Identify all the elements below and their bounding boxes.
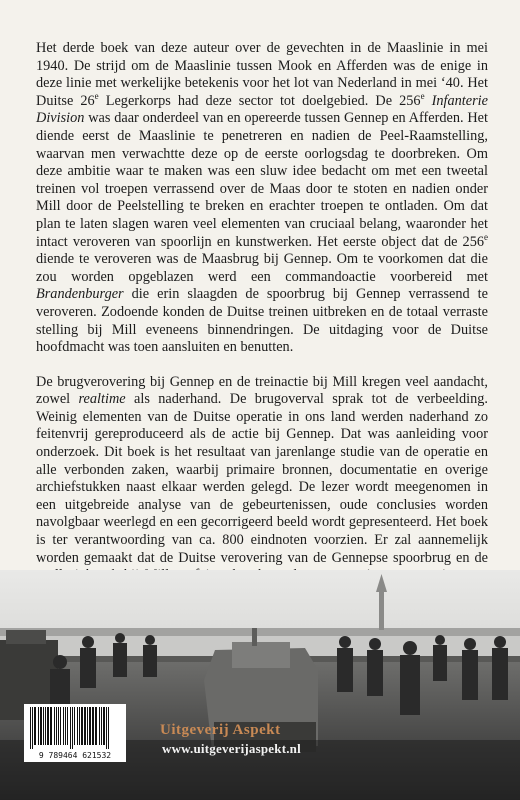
italic-text: realtime: [78, 391, 126, 408]
barcode-bar: [40, 707, 42, 745]
barcode-bar: [81, 707, 83, 745]
text-run: [425, 93, 432, 109]
barcode-bar: [79, 707, 80, 745]
barcode-bar: [77, 707, 78, 745]
barcode-bar: [56, 707, 57, 745]
war-photo: [0, 570, 520, 800]
barcode-bar: [89, 707, 91, 745]
barcode-bar: [30, 707, 31, 749]
barcode-bar: [45, 707, 46, 745]
barcode-bar: [47, 707, 49, 745]
barcode-bar: [103, 707, 105, 745]
barcode-bar: [43, 707, 44, 745]
barcode-bar: [108, 707, 109, 749]
text-run: Legerkorps had deze sector tot doelgebied. De 256: [98, 92, 421, 109]
barcode-bar: [101, 707, 102, 745]
text-run: diende te veroveren was de Maasbrug bij Gennep. Om te voorkomen dat die zou worden opgeblazen werd een commandoactie voorbereid met: [36, 251, 488, 285]
text-run: Het derde boek van deze auteur over de gevechten in de Maaslinie in mei 1940. De strijd om de Maaslinie tussen Mook en Afferden was de enige in deze linie met werkelijke betekenis voor het lot van Nederland in mei ‘40. Het Duitse 26: [36, 40, 488, 109]
barcode-bar: [50, 707, 52, 745]
barcode-bar: [60, 707, 61, 745]
barcode-bar: [92, 707, 94, 745]
barcode-bar: [65, 707, 66, 745]
isbn-barcode: [24, 704, 126, 762]
text-run: als naderhand. De brugoverval sprak tot de verbeelding. Weinig elementen van de Duitse operatie in ons land werden naderhand zo feitenvrij gereproduceerd als de actie bij Gennep. Dat was aanleiding voor onderzoek. Dit boek is het resultaat van jarenlange studie van de operatie en alle verbonden zaken, waarbij primaire bronnen, documentatie en overige archiefstukken naast elkaar werden gelegd. De lezer wordt meegenomen in een uitgebreide analyse van de gebeurtenissen, oude conclusies worden navolgbaar weerlegd en een gecorrigeerd beeld wordt gepresenteerd. Het boek is ter verantwoording van ca. 800 eindnoten voorzien. Er zal aannemelijk worden gemaakt dat de Duitse verovering van de Gennepse spoorbrug en de: [36, 391, 488, 566]
barcode-bar: [32, 707, 33, 749]
text-run: die erin slaagden de spoorbrug bij Gennep verrassend te veroveren. Zodoende konden de Duitse treinen uitbreken en de totaal verraste stelling bij Mill eveneens binnendringen. De uitdaging voor de Duitse hoofdmacht was toen aansluiten en benutten.: [36, 286, 488, 356]
barcode-bar: [84, 707, 86, 745]
barcode-bar: [63, 707, 64, 745]
italic-text: Infanterie Division: [36, 92, 489, 127]
barcode-bar: [70, 707, 71, 749]
barcode-bar: [95, 707, 97, 745]
barcode-bar: [72, 707, 73, 749]
text-run: was daar onderdeel van en opereerde tussen Gennep en Afferden. Het diende eerst de Maaslinie te penetreren en nadien de Peel-Raamstelling, waarvan men verwachtte deze op de eerste oorlogsdag te doorbreken. Om deze ambitie waar te maken was een sluw idee bedacht om met een tweetal treinen vol troepen verrassend over de Maas door te stoten en nadien onder Mill door de Peelstelling te breken en erachter troepen te ontladen. Om dat plan te laten slagen waren veel elementen van cruciaal belang, waaronder het intact veroveren van spoorlijn en kunstwerken. Het eerste object dat de 256: [36, 110, 488, 250]
barcode-bar: [99, 707, 100, 745]
barcode-bar: [106, 707, 107, 749]
barcode-bar: [58, 707, 59, 745]
publisher-logo: Uitgeverij Aspekt: [160, 722, 281, 738]
text-run: De brugverovering bij Gennep en de treinactie bij Mill kregen veel aandacht, zowel: [36, 373, 488, 408]
barcode-bar: [34, 707, 36, 745]
italic-text: Brandenburger: [36, 286, 124, 303]
barcode-bar: [38, 707, 39, 745]
isbn-digits: 9 789464 621532: [38, 751, 112, 760]
paragraph-2: [36, 374, 488, 603]
paragraph-1: [36, 40, 488, 357]
back-cover-text: [36, 40, 488, 619]
superscript-text: e: [484, 231, 488, 242]
barcode-bar: [67, 707, 68, 745]
publisher-website: www.uitgeverijaspekt.nl: [162, 741, 301, 756]
barcode-bar: [87, 707, 88, 745]
superscript-text: e: [420, 91, 425, 102]
superscript-text: e: [94, 91, 99, 102]
barcode-bar: [74, 707, 75, 745]
barcode-bar: [54, 707, 55, 745]
